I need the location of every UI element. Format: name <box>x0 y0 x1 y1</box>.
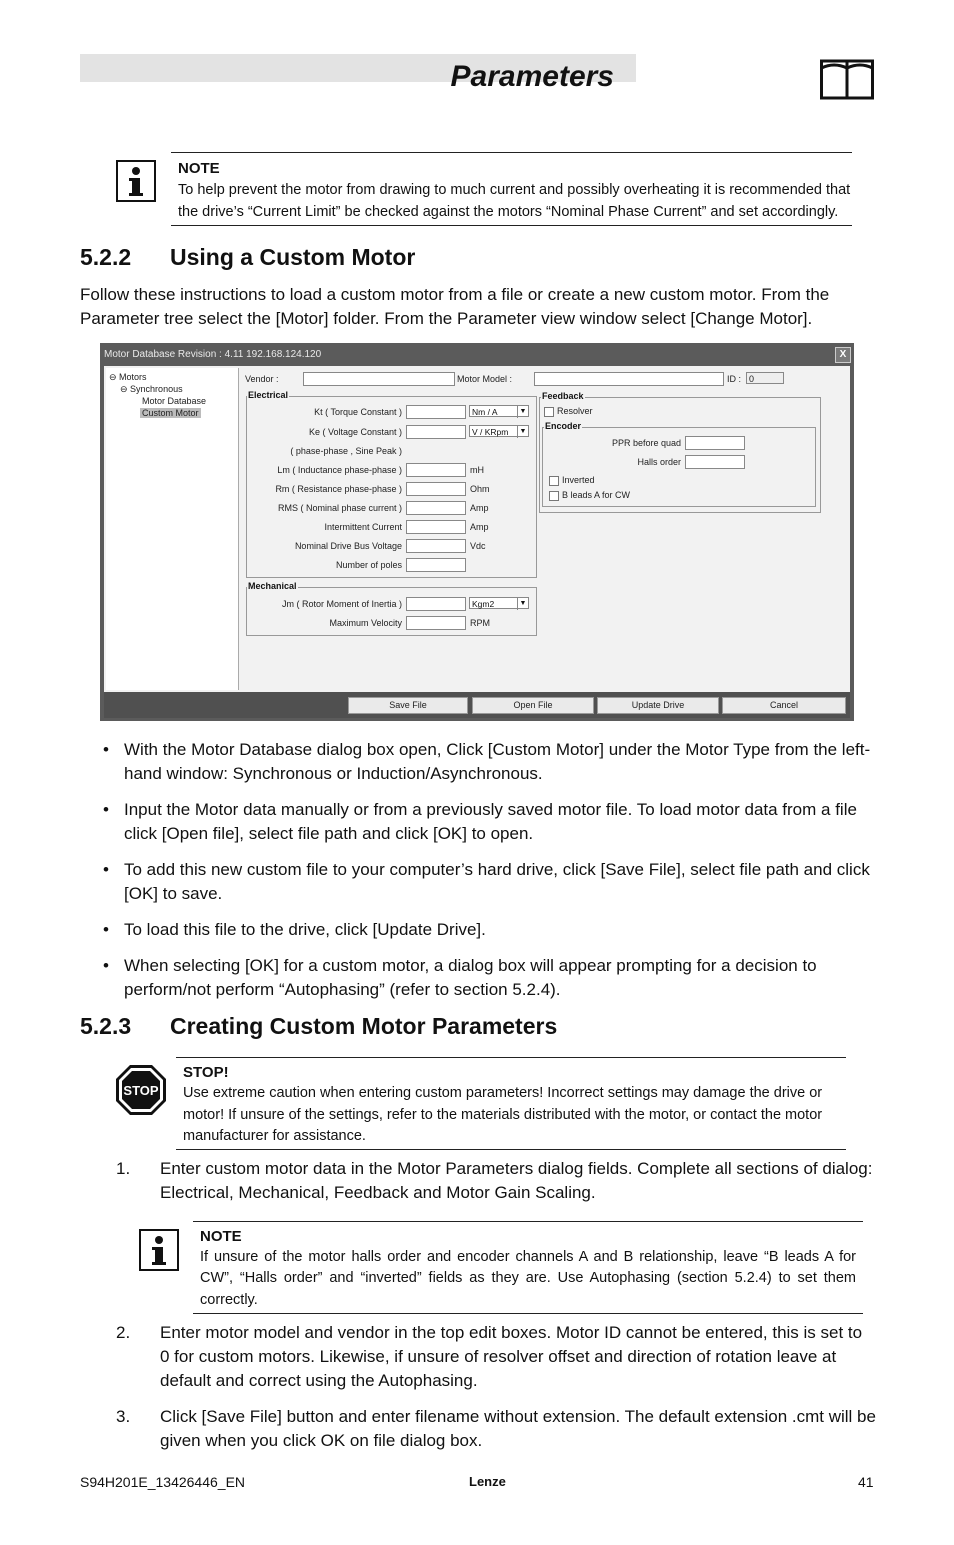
open-file-button[interactable]: Open File <box>472 697 594 714</box>
intermittent-current-label: Intermittent Current <box>324 522 402 532</box>
update-drive-button[interactable]: Update Drive <box>597 697 719 714</box>
max-velocity-label: Maximum Velocity <box>329 618 402 628</box>
bullet-line: Input the Motor data manually or from a previously saved motor file. To load motor data from a file <box>124 800 857 819</box>
stop-bottom-rule <box>176 1149 846 1150</box>
kt-label: Kt ( Torque Constant ) <box>314 407 402 417</box>
bullet-line: With the Motor Database dialog box open, Click [Custom Motor] under the Motor Type from the left- <box>124 740 871 759</box>
kt-unit-select[interactable] <box>469 405 529 417</box>
stop-heading: STOP! <box>183 1064 229 1081</box>
section-title: Using a Custom Motor <box>170 244 416 270</box>
vendor-input[interactable] <box>303 372 455 386</box>
tree-node-motor-database[interactable]: Motor Database <box>142 396 207 406</box>
note-line: CW”, “Halls order” and “inverted” fields as they are. Use Autophasing (section 5.2.4) to set them <box>200 1270 856 1286</box>
tree-node-motors[interactable]: ⊖ Motors <box>109 372 147 382</box>
lm-label: Lm ( Inductance phase-phase ) <box>277 465 402 475</box>
resolver-label: Resolver <box>557 406 593 416</box>
intermittent-current-input[interactable] <box>406 520 466 534</box>
chevron-down-icon: ▼ <box>517 406 528 418</box>
footer-page-number: 41 <box>858 1474 874 1490</box>
section-title: Creating Custom Motor Parameters <box>170 1013 558 1039</box>
b-leads-a-label: B leads A for CW <box>562 490 631 500</box>
stop-sign-icon <box>115 1064 167 1116</box>
tree-label: Synchronous <box>130 384 183 394</box>
ke-unit-select[interactable] <box>469 425 529 437</box>
bus-voltage-input[interactable] <box>406 539 466 553</box>
step-number: 1. <box>116 1159 131 1178</box>
bullet-dot-icon: • <box>103 956 109 975</box>
stop-icon-text: STOP <box>123 1083 159 1098</box>
intro-line: Parameter tree select the [Motor] folder. From the Parameter view window select [Change Motor]. <box>80 309 813 328</box>
step-line: given when you click OK on file dialog box. <box>160 1431 483 1450</box>
bullet-line: When selecting [OK] for a custom motor, a dialog box will appear prompting for a decision to <box>124 956 817 975</box>
bullet-line: perform/not perform “Autophasing” (refer to section 5.2.4). <box>124 980 561 999</box>
section-heading-522 <box>80 244 415 271</box>
note-line: correctly. <box>200 1292 258 1308</box>
tree-label: Motors <box>119 372 147 382</box>
note-bottom-rule <box>171 225 852 226</box>
rms-input[interactable] <box>406 501 466 515</box>
step-number: 2. <box>116 1323 131 1342</box>
feedback-title: Feedback <box>542 391 584 401</box>
rms-unit: Amp <box>470 503 489 513</box>
ke-label: Ke ( Voltage Constant ) <box>308 427 402 437</box>
bullet-dot-icon: • <box>103 800 109 819</box>
rm-label: Rm ( Resistance phase-phase ) <box>275 484 402 494</box>
step-line: 0 for custom motors. Likewise, if unsure of resolver offset and direction of rotation leave at <box>160 1347 837 1366</box>
step-line: Click [Save File] button and enter filename without extension. The default extension .cmt will be <box>160 1407 876 1426</box>
bus-voltage-unit: Vdc <box>470 541 486 551</box>
inverted-checkbox[interactable] <box>549 476 559 486</box>
note-bottom-rule <box>193 1313 863 1314</box>
section-number: 5.2.2 <box>80 244 132 270</box>
bullet-dot-icon: • <box>103 860 109 879</box>
chevron-down-icon: ▼ <box>517 598 528 610</box>
step-line: default and correct using the Autophasing. <box>160 1371 478 1390</box>
footer-brand-logo: Lenze <box>469 1474 506 1489</box>
stop-line: Use extreme caution when entering custom parameters! Incorrect settings may damage the drive or <box>183 1085 823 1101</box>
ppr-input[interactable] <box>685 436 745 450</box>
motor-model-input[interactable] <box>534 372 724 386</box>
id-label: ID : <box>727 374 742 384</box>
note-heading: NOTE <box>200 1228 242 1245</box>
jm-label: Jm ( Rotor Moment of Inertia ) <box>281 599 402 609</box>
stop-top-rule <box>176 1057 846 1058</box>
note-top-rule <box>193 1221 863 1222</box>
lm-input[interactable] <box>406 463 466 477</box>
step-line: Enter custom motor data in the Motor Parameters dialog fields. Complete all sections of dialog: <box>160 1159 873 1178</box>
jm-input[interactable] <box>406 597 466 611</box>
info-icon <box>139 1229 179 1271</box>
tree-node-synchronous[interactable]: ⊖ Synchronous <box>120 384 183 394</box>
lm-unit: mH <box>470 465 484 475</box>
bullet-dot-icon: • <box>103 920 109 939</box>
note-line: To help prevent the motor from drawing to much current and possibly overheating it is recommended that <box>178 182 851 198</box>
electrical-title: Electrical <box>248 390 289 400</box>
bullet-line: hand window: Synchronous or Induction/Asynchronous. <box>124 764 543 783</box>
bullet-dot-icon: • <box>103 740 109 759</box>
poles-input[interactable] <box>406 558 466 572</box>
footer-doc-id: S94H201E_13426446_EN <box>80 1474 246 1490</box>
bullet-line: click [Open file], select file path and click [OK] to open. <box>124 824 534 843</box>
kt-unit-value: Nm / A <box>472 407 498 417</box>
tree-node-custom-motor[interactable]: Custom Motor <box>142 408 199 418</box>
ke-input[interactable] <box>406 425 466 439</box>
jm-unit-select[interactable] <box>469 597 529 609</box>
note-line: the drive’s “Current Limit” be checked against the motors “Nominal Phase Current” and set accordingly. <box>178 204 839 220</box>
bullet-line: [OK] to save. <box>124 884 223 903</box>
inverted-label: Inverted <box>562 475 595 485</box>
stop-line: manufacturer for assistance. <box>183 1128 366 1144</box>
encoder-title: Encoder <box>545 421 582 431</box>
mechanical-group <box>246 587 537 636</box>
max-velocity-input[interactable] <box>406 616 466 630</box>
id-field: 0 <box>746 372 784 384</box>
resolver-checkbox[interactable] <box>544 407 554 417</box>
manual-book-icon <box>820 58 874 100</box>
halls-order-label: Halls order <box>637 457 681 467</box>
vendor-label: Vendor : <box>245 374 279 384</box>
step-number: 3. <box>116 1407 131 1426</box>
save-file-button[interactable]: Save File <box>348 697 468 714</box>
note-top-rule <box>171 152 852 153</box>
bus-voltage-label: Nominal Drive Bus Voltage <box>294 541 402 551</box>
intro-line: Follow these instructions to load a custom motor from a file or create a new custom motor. From the <box>80 285 830 304</box>
b-leads-a-checkbox[interactable] <box>549 491 559 501</box>
phase-note-label: ( phase-phase , Sine Peak ) <box>290 446 402 456</box>
step-line: Enter motor model and vendor in the top edit boxes. Motor ID cannot be entered, this is set to <box>160 1323 863 1342</box>
ppr-label: PPR before quad <box>611 438 681 448</box>
halls-order-input[interactable] <box>685 455 745 469</box>
rms-label: RMS ( Nominal phase current ) <box>277 503 402 513</box>
section-number: 5.2.3 <box>80 1013 132 1039</box>
page-title: Parameters <box>450 60 614 93</box>
ke-unit-value: V / KRpm <box>472 427 509 437</box>
motor-tree <box>106 368 239 690</box>
intermittent-current-unit: Amp <box>470 522 489 532</box>
mechanical-title: Mechanical <box>248 581 297 591</box>
dialog-close-button[interactable]: X <box>835 347 851 363</box>
chevron-down-icon: ▼ <box>517 426 528 438</box>
bullet-line: To load this file to the drive, click [Update Drive]. <box>124 920 486 939</box>
cancel-button[interactable]: Cancel <box>722 697 846 714</box>
rm-unit: Ohm <box>470 484 490 494</box>
dialog-title: Motor Database Revision : 4.11 192.168.124.120 <box>104 349 322 360</box>
max-velocity-unit: RPM <box>470 618 490 628</box>
jm-unit-value: Kgm2 <box>472 599 495 609</box>
note-heading: NOTE <box>178 160 220 177</box>
stop-line: motor! If unsure of the settings, refer to the materials distributed with the motor, or contact the motor <box>183 1107 823 1123</box>
motor-model-label: Motor Model : <box>457 374 513 384</box>
rm-input[interactable] <box>406 482 466 496</box>
poles-label: Number of poles <box>335 560 402 570</box>
note-line: If unsure of the motor halls order and encoder channels A and B relationship, leave “B leads A for <box>200 1249 856 1265</box>
info-icon <box>116 160 156 202</box>
kt-input[interactable] <box>406 405 466 419</box>
section-heading-523 <box>80 1013 557 1040</box>
step-line: Electrical, Mechanical, Feedback and Motor Gain Scaling. <box>160 1183 596 1202</box>
bullet-line: To add this new custom file to your computer’s hard drive, click [Save File], select file path and click <box>124 860 870 879</box>
